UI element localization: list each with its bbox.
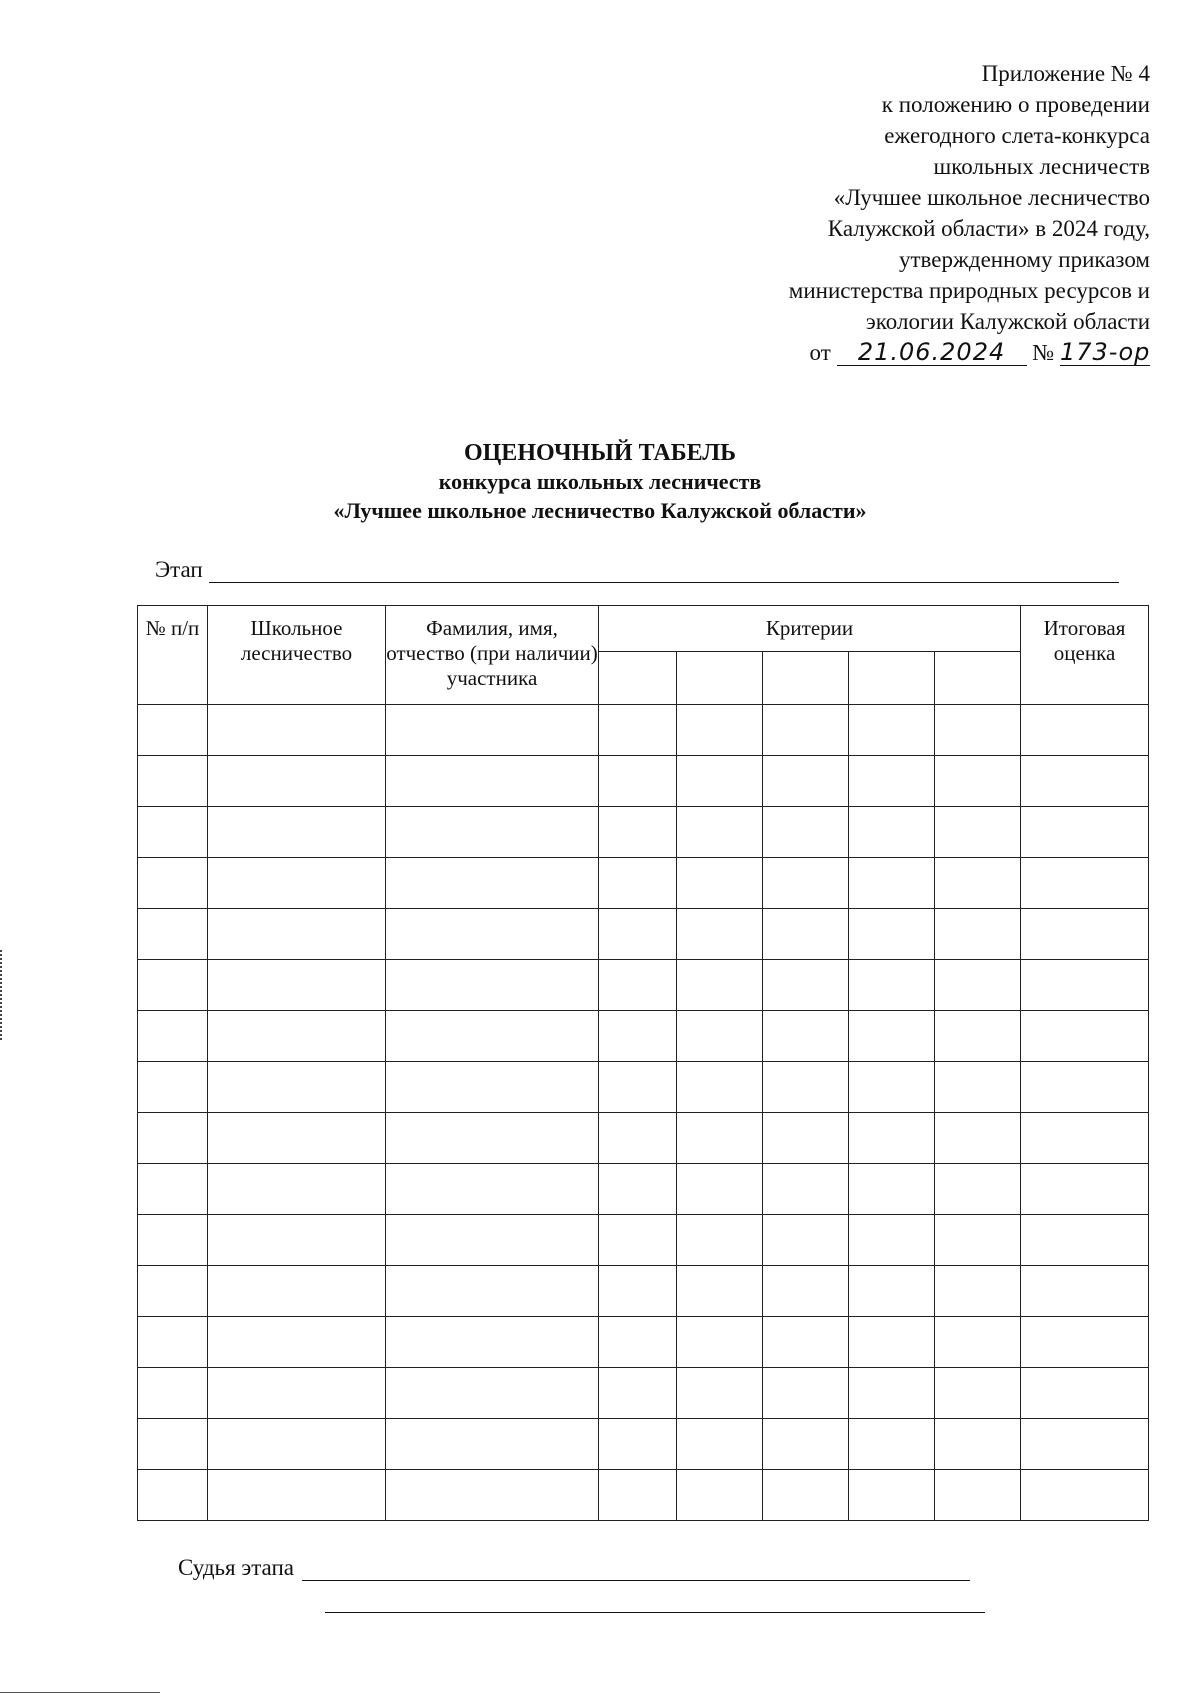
table-cell[interactable]: [599, 1113, 677, 1164]
table-cell[interactable]: [677, 1011, 763, 1062]
stage-input-line[interactable]: [209, 556, 1119, 583]
appendix-header: [789, 58, 1150, 368]
table-cell[interactable]: [763, 1368, 849, 1419]
table-cell[interactable]: [849, 807, 935, 858]
table-cell[interactable]: [677, 705, 763, 756]
table-cell[interactable]: [599, 1368, 677, 1419]
table-cell[interactable]: [386, 1470, 599, 1521]
table-cell[interactable]: [763, 1215, 849, 1266]
table-cell[interactable]: [208, 909, 386, 960]
header-line: школьных лесничеств: [933, 154, 1150, 179]
table-row: [138, 1470, 1149, 1521]
table-cell[interactable]: [386, 858, 599, 909]
header-line: к положению о проведении: [881, 92, 1150, 117]
table-cell[interactable]: [208, 1215, 386, 1266]
table-cell[interactable]: [849, 1419, 935, 1470]
table-cell[interactable]: [599, 1419, 677, 1470]
table-cell[interactable]: [1021, 756, 1149, 807]
page-edge-line: [0, 1692, 160, 1693]
table-row: [138, 960, 1149, 1011]
order-number-label: №: [1032, 340, 1055, 365]
table-cell[interactable]: [208, 1419, 386, 1470]
table-row: [138, 1266, 1149, 1317]
table-cell[interactable]: [849, 1164, 935, 1215]
table-cell[interactable]: [1021, 909, 1149, 960]
table-cell[interactable]: [935, 1215, 1021, 1266]
table-cell[interactable]: [849, 705, 935, 756]
table-cell[interactable]: [599, 705, 677, 756]
table-cell[interactable]: [677, 1215, 763, 1266]
table-cell[interactable]: [1021, 1164, 1149, 1215]
table-row: [138, 807, 1149, 858]
table-cell[interactable]: [599, 858, 677, 909]
score-table-body: [138, 705, 1149, 1521]
table-cell[interactable]: [677, 1368, 763, 1419]
table-row: [138, 1215, 1149, 1266]
header-line: экологии Калужской области: [865, 309, 1150, 334]
table-cell[interactable]: [763, 960, 849, 1011]
table-cell[interactable]: [763, 756, 849, 807]
criteria-subcolumn: [599, 652, 677, 705]
table-cell[interactable]: [677, 858, 763, 909]
table-cell[interactable]: [1021, 1368, 1149, 1419]
judge-label: Судья этапа: [178, 1555, 294, 1580]
table-cell[interactable]: [677, 807, 763, 858]
table-cell[interactable]: [1021, 1470, 1149, 1521]
title-main: ОЦЕНОЧНЫЙ ТАБЕЛЬ: [463, 440, 737, 466]
table-cell[interactable]: [1021, 1215, 1149, 1266]
table-cell[interactable]: [138, 1419, 208, 1470]
table-row: [138, 1062, 1149, 1113]
table-cell[interactable]: [1021, 807, 1149, 858]
table-cell[interactable]: [208, 1470, 386, 1521]
title-sub2: «Лучшее школьное лесничество Калужской области»: [333, 498, 867, 523]
table-cell[interactable]: [599, 756, 677, 807]
table-cell[interactable]: [1021, 1113, 1149, 1164]
judge-field: [178, 1552, 970, 1581]
table-cell[interactable]: [138, 807, 208, 858]
table-cell[interactable]: [138, 1215, 208, 1266]
table-cell[interactable]: [763, 858, 849, 909]
header-line: «Лучшее школьное лесничество: [833, 185, 1150, 210]
table-cell[interactable]: [849, 909, 935, 960]
table-cell[interactable]: [386, 960, 599, 1011]
table-cell[interactable]: [208, 1317, 386, 1368]
table-cell[interactable]: [138, 1011, 208, 1062]
table-cell[interactable]: [935, 1419, 1021, 1470]
table-cell[interactable]: [599, 1062, 677, 1113]
table-cell[interactable]: [138, 1470, 208, 1521]
stage-label: Этап: [155, 557, 203, 582]
table-cell[interactable]: [935, 1164, 1021, 1215]
table-cell[interactable]: [677, 1062, 763, 1113]
table-cell[interactable]: [677, 1113, 763, 1164]
header-line: утвержденному приказом: [899, 247, 1150, 272]
table-cell[interactable]: [386, 807, 599, 858]
header-line: ежегодного слета-конкурса: [884, 123, 1150, 148]
table-cell[interactable]: [935, 909, 1021, 960]
table-cell[interactable]: [763, 1164, 849, 1215]
table-row: [138, 1113, 1149, 1164]
table-cell[interactable]: [1021, 705, 1149, 756]
table-cell[interactable]: [935, 1011, 1021, 1062]
table-cell[interactable]: [208, 756, 386, 807]
table-cell[interactable]: [208, 807, 386, 858]
table-cell[interactable]: [208, 705, 386, 756]
order-reference: [789, 337, 1150, 368]
table-cell[interactable]: [138, 909, 208, 960]
table-cell[interactable]: [138, 1317, 208, 1368]
table-cell[interactable]: [849, 858, 935, 909]
table-cell[interactable]: [599, 1215, 677, 1266]
table-cell[interactable]: [386, 1368, 599, 1419]
criteria-subcolumn: [849, 652, 935, 705]
table-cell[interactable]: [935, 1113, 1021, 1164]
table-cell[interactable]: [208, 1113, 386, 1164]
table-cell[interactable]: [935, 705, 1021, 756]
table-cell[interactable]: [849, 1113, 935, 1164]
table-cell[interactable]: [849, 1011, 935, 1062]
col-header-number: № п/п: [138, 606, 208, 705]
table-cell[interactable]: [677, 1317, 763, 1368]
table-cell[interactable]: [677, 909, 763, 960]
table-cell[interactable]: [1021, 1419, 1149, 1470]
table-cell[interactable]: [599, 1266, 677, 1317]
table-cell[interactable]: [208, 1164, 386, 1215]
table-cell[interactable]: [599, 1164, 677, 1215]
table-cell[interactable]: [386, 705, 599, 756]
table-cell[interactable]: [599, 1317, 677, 1368]
header-line: Калужской области» в 2024 году,: [827, 216, 1150, 241]
table-row: [138, 1419, 1149, 1470]
table-cell[interactable]: [208, 1062, 386, 1113]
table-cell[interactable]: [1021, 1011, 1149, 1062]
table-cell[interactable]: [138, 1113, 208, 1164]
table-cell[interactable]: [386, 1215, 599, 1266]
table-cell[interactable]: [1021, 1266, 1149, 1317]
table-cell[interactable]: [208, 960, 386, 1011]
criteria-subcolumn: [677, 652, 763, 705]
table-cell[interactable]: [763, 1113, 849, 1164]
table-cell[interactable]: [935, 756, 1021, 807]
table-row: [138, 705, 1149, 756]
table-cell[interactable]: [599, 960, 677, 1011]
col-header-participant: Фамилия, имя, отчество (при наличии) участника: [386, 606, 599, 705]
table-cell[interactable]: [1021, 1062, 1149, 1113]
table-cell[interactable]: [1021, 960, 1149, 1011]
table-cell[interactable]: [849, 1266, 935, 1317]
table-cell[interactable]: [386, 1164, 599, 1215]
table-cell[interactable]: [849, 1368, 935, 1419]
table-cell[interactable]: [763, 1470, 849, 1521]
table-cell[interactable]: [386, 1062, 599, 1113]
col-header-total: Итоговая оценка: [1021, 606, 1149, 705]
table-row: [138, 1164, 1149, 1215]
table-cell[interactable]: [1021, 858, 1149, 909]
table-cell[interactable]: [138, 1164, 208, 1215]
table-cell[interactable]: [386, 1011, 599, 1062]
table-cell[interactable]: [677, 1266, 763, 1317]
order-number-handwritten: 173-ор: [1060, 338, 1151, 366]
table-cell[interactable]: [849, 1062, 935, 1113]
table-row: [138, 909, 1149, 960]
table-cell[interactable]: [599, 909, 677, 960]
table-cell[interactable]: [677, 756, 763, 807]
table-cell[interactable]: [935, 1470, 1021, 1521]
table-cell[interactable]: [677, 1419, 763, 1470]
table-row: [138, 756, 1149, 807]
table-cell[interactable]: [138, 1062, 208, 1113]
table-cell[interactable]: [386, 1419, 599, 1470]
header-line: министерства природных ресурсов и: [788, 278, 1150, 303]
table-cell[interactable]: [935, 858, 1021, 909]
table-cell[interactable]: [677, 960, 763, 1011]
table-row: [138, 858, 1149, 909]
table-cell[interactable]: [208, 858, 386, 909]
table-cell[interactable]: [599, 807, 677, 858]
document-title: [0, 438, 1200, 526]
order-date-handwritten: 21.06.2024: [837, 339, 1027, 366]
title-sub1: конкурса школьных лесничеств: [438, 469, 762, 494]
table-cell[interactable]: [386, 1113, 599, 1164]
judge-signature-line[interactable]: [302, 1552, 970, 1581]
score-table: [137, 605, 1149, 1521]
table-cell[interactable]: [599, 1470, 677, 1521]
col-header-criteria: Критерии: [599, 606, 1021, 652]
table-cell[interactable]: [208, 1368, 386, 1419]
criteria-subcolumn: [935, 652, 1021, 705]
table-cell[interactable]: [138, 960, 208, 1011]
header-line: Приложение № 4: [981, 61, 1150, 86]
table-cell[interactable]: [849, 1470, 935, 1521]
table-cell[interactable]: [138, 1368, 208, 1419]
table-cell[interactable]: [386, 1266, 599, 1317]
table-cell[interactable]: [763, 1011, 849, 1062]
col-header-forestry: Школьное лесничество: [208, 606, 386, 705]
table-cell[interactable]: [763, 1062, 849, 1113]
table-cell[interactable]: [677, 1164, 763, 1215]
table-cell[interactable]: [677, 1470, 763, 1521]
table-cell[interactable]: [386, 909, 599, 960]
stage-field: [155, 556, 1119, 583]
table-cell[interactable]: [386, 1317, 599, 1368]
table-cell[interactable]: [208, 1266, 386, 1317]
margin-mark: [0, 950, 5, 1040]
table-cell[interactable]: [935, 1266, 1021, 1317]
table-cell[interactable]: [208, 1011, 386, 1062]
table-cell[interactable]: [763, 1419, 849, 1470]
criteria-subcolumn: [763, 652, 849, 705]
table-cell[interactable]: [763, 705, 849, 756]
table-row: [138, 1011, 1149, 1062]
table-cell[interactable]: [763, 807, 849, 858]
table-cell[interactable]: [1021, 1317, 1149, 1368]
table-cell[interactable]: [763, 1266, 849, 1317]
table-cell[interactable]: [599, 1011, 677, 1062]
table-cell[interactable]: [138, 705, 208, 756]
judge-name-line[interactable]: [325, 1612, 985, 1613]
table-cell[interactable]: [138, 756, 208, 807]
table-cell[interactable]: [386, 756, 599, 807]
order-from-label: от: [809, 340, 831, 365]
table-cell[interactable]: [138, 858, 208, 909]
table-cell[interactable]: [935, 960, 1021, 1011]
table-cell[interactable]: [935, 1062, 1021, 1113]
table-cell[interactable]: [849, 1317, 935, 1368]
table-cell[interactable]: [849, 756, 935, 807]
table-cell[interactable]: [935, 1317, 1021, 1368]
table-cell[interactable]: [763, 1317, 849, 1368]
table-cell[interactable]: [763, 909, 849, 960]
table-cell[interactable]: [935, 1368, 1021, 1419]
table-cell[interactable]: [138, 1266, 208, 1317]
table-cell[interactable]: [849, 960, 935, 1011]
table-row: [138, 1368, 1149, 1419]
table-row: [138, 1317, 1149, 1368]
table-cell[interactable]: [849, 1215, 935, 1266]
table-cell[interactable]: [935, 807, 1021, 858]
